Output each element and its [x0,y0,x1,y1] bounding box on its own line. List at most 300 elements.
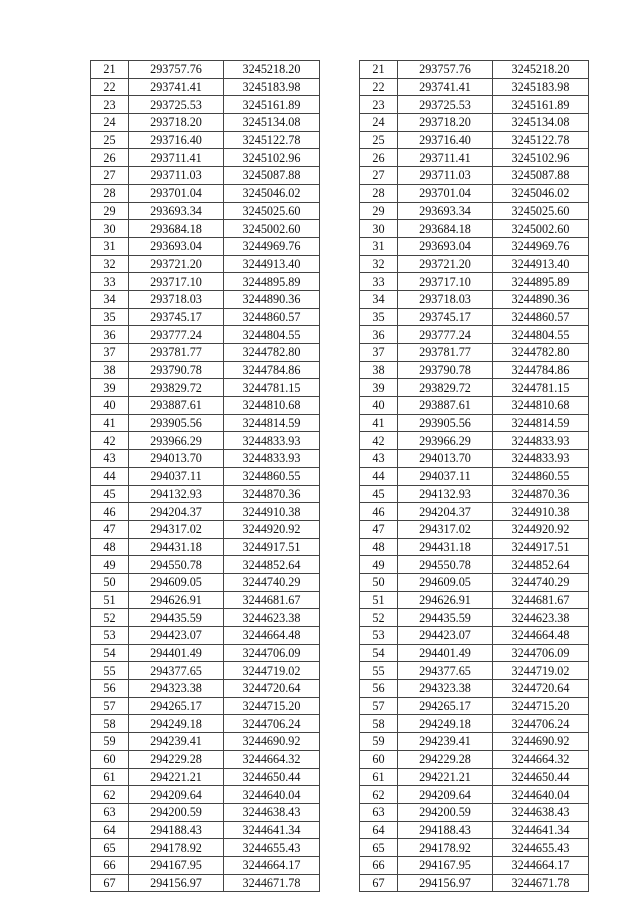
x-coordinate-cell: 294323.38 [398,680,493,698]
x-coordinate-cell: 294132.93 [398,485,493,503]
table-row [360,839,589,857]
x-coordinate-cell: 293718.03 [398,290,493,308]
point-number-cell: 34 [91,290,129,308]
table-row [360,715,589,733]
y-coordinate-cell: 3245087.88 [224,167,320,185]
table-row [91,627,320,645]
x-coordinate-cell: 293721.20 [129,255,224,273]
point-number-cell: 49 [91,556,129,574]
y-coordinate-cell: 3244870.36 [224,485,320,503]
point-number-cell: 34 [360,290,398,308]
table-row [91,768,320,786]
y-coordinate-cell: 3245218.20 [224,61,320,79]
y-coordinate-cell: 3244664.17 [224,856,320,874]
x-coordinate-cell: 293745.17 [398,308,493,326]
y-coordinate-cell: 3244740.29 [224,573,320,591]
point-number-cell: 37 [91,344,129,362]
point-number-cell: 56 [91,680,129,698]
table-row [91,114,320,132]
x-coordinate-cell: 294609.05 [129,573,224,591]
x-coordinate-cell: 293829.72 [398,379,493,397]
x-coordinate-cell: 294265.17 [398,697,493,715]
x-coordinate-cell: 294221.21 [398,768,493,786]
y-coordinate-cell: 3245046.02 [224,184,320,202]
point-number-cell: 53 [91,627,129,645]
y-coordinate-cell: 3244715.20 [224,697,320,715]
y-coordinate-cell: 3244860.55 [224,467,320,485]
coordinate-table-left [90,60,320,892]
table-row [91,450,320,468]
table-row [360,750,589,768]
x-coordinate-cell: 294221.21 [129,768,224,786]
table-row [91,184,320,202]
x-coordinate-cell: 293693.34 [129,202,224,220]
table-row [91,273,320,291]
table-row [91,255,320,273]
point-number-cell: 64 [91,821,129,839]
point-number-cell: 67 [360,874,398,892]
x-coordinate-cell: 294249.18 [129,715,224,733]
y-coordinate-cell: 3245134.08 [493,114,589,132]
point-number-cell: 27 [360,167,398,185]
point-number-cell: 41 [360,414,398,432]
y-coordinate-cell: 3244910.38 [493,503,589,521]
table-row [91,379,320,397]
point-number-cell: 28 [91,184,129,202]
table-row [360,308,589,326]
table-row [360,361,589,379]
point-number-cell: 48 [91,538,129,556]
point-number-cell: 63 [91,803,129,821]
table-row [360,326,589,344]
x-coordinate-cell: 294265.17 [129,697,224,715]
point-number-cell: 29 [91,202,129,220]
y-coordinate-cell: 3244638.43 [493,803,589,821]
point-number-cell: 62 [91,786,129,804]
point-number-cell: 30 [360,220,398,238]
point-number-cell: 40 [360,397,398,415]
y-coordinate-cell: 3244623.38 [224,609,320,627]
y-coordinate-cell: 3244810.68 [224,397,320,415]
y-coordinate-cell: 3244852.64 [493,556,589,574]
x-coordinate-cell: 294178.92 [398,839,493,857]
x-coordinate-cell: 293711.41 [129,149,224,167]
y-coordinate-cell: 3245218.20 [493,61,589,79]
y-coordinate-cell: 3245134.08 [224,114,320,132]
y-coordinate-cell: 3244913.40 [224,255,320,273]
point-number-cell: 45 [91,485,129,503]
y-coordinate-cell: 3245025.60 [493,202,589,220]
table-row [91,414,320,432]
x-coordinate-cell: 293711.03 [129,167,224,185]
point-number-cell: 65 [91,839,129,857]
point-number-cell: 42 [360,432,398,450]
x-coordinate-cell: 293684.18 [398,220,493,238]
coordinate-table-right [359,60,589,892]
y-coordinate-cell: 3245025.60 [224,202,320,220]
x-coordinate-cell: 293717.10 [129,273,224,291]
y-coordinate-cell: 3244641.34 [224,821,320,839]
x-coordinate-cell: 293741.41 [129,78,224,96]
table-row [360,538,589,556]
table-row [91,432,320,450]
point-number-cell: 60 [360,750,398,768]
point-number-cell: 25 [360,131,398,149]
x-coordinate-cell: 294401.49 [129,644,224,662]
x-coordinate-cell: 294431.18 [398,538,493,556]
x-coordinate-cell: 294401.49 [398,644,493,662]
x-coordinate-cell: 294626.91 [129,591,224,609]
point-number-cell: 57 [360,697,398,715]
table-row [360,167,589,185]
y-coordinate-cell: 3245161.89 [493,96,589,114]
table-row [91,733,320,751]
y-coordinate-cell: 3244664.48 [493,627,589,645]
table-row [360,379,589,397]
y-coordinate-cell: 3244664.17 [493,856,589,874]
point-number-cell: 43 [91,450,129,468]
y-coordinate-cell: 3244920.92 [224,520,320,538]
point-number-cell: 59 [91,733,129,751]
y-coordinate-cell: 3245161.89 [224,96,320,114]
y-coordinate-cell: 3244664.32 [224,750,320,768]
y-coordinate-cell: 3244719.02 [493,662,589,680]
y-coordinate-cell: 3244833.93 [224,450,320,468]
table-row [91,803,320,821]
x-coordinate-cell: 293781.77 [398,344,493,362]
point-number-cell: 53 [360,627,398,645]
x-coordinate-cell: 294178.92 [129,839,224,857]
table-row [91,573,320,591]
x-coordinate-cell: 293711.03 [398,167,493,185]
table-row [91,609,320,627]
y-coordinate-cell: 3244655.43 [493,839,589,857]
y-coordinate-cell: 3244720.64 [493,680,589,698]
table-row [360,450,589,468]
table-row [360,344,589,362]
point-number-cell: 33 [91,273,129,291]
y-coordinate-cell: 3245183.98 [224,78,320,96]
point-number-cell: 29 [360,202,398,220]
table-row [360,202,589,220]
point-number-cell: 35 [91,308,129,326]
x-coordinate-cell: 294156.97 [398,874,493,892]
y-coordinate-cell: 3244664.48 [224,627,320,645]
x-coordinate-cell: 293716.40 [129,131,224,149]
table-row [91,344,320,362]
table-row [360,149,589,167]
x-coordinate-cell: 293777.24 [129,326,224,344]
y-coordinate-cell: 3244784.86 [224,361,320,379]
y-coordinate-cell: 3244782.80 [493,344,589,362]
x-coordinate-cell: 293717.10 [398,273,493,291]
point-number-cell: 42 [91,432,129,450]
x-coordinate-cell: 294239.41 [398,733,493,751]
y-coordinate-cell: 3244833.93 [224,432,320,450]
x-coordinate-cell: 293781.77 [129,344,224,362]
x-coordinate-cell: 293711.41 [398,149,493,167]
y-coordinate-cell: 3244641.34 [493,821,589,839]
table-row [91,131,320,149]
point-number-cell: 55 [91,662,129,680]
point-number-cell: 36 [91,326,129,344]
table-row [360,237,589,255]
y-coordinate-cell: 3244655.43 [224,839,320,857]
x-coordinate-cell: 294188.43 [129,821,224,839]
y-coordinate-cell: 3244640.04 [224,786,320,804]
point-number-cell: 64 [360,821,398,839]
table-row [360,114,589,132]
point-number-cell: 22 [360,78,398,96]
point-number-cell: 54 [91,644,129,662]
y-coordinate-cell: 3244910.38 [224,503,320,521]
x-coordinate-cell: 294167.95 [129,856,224,874]
y-coordinate-cell: 3244969.76 [493,237,589,255]
y-coordinate-cell: 3244720.64 [224,680,320,698]
table-row [91,786,320,804]
point-number-cell: 21 [360,61,398,79]
x-coordinate-cell: 294204.37 [398,503,493,521]
table-row [91,397,320,415]
table-row [360,78,589,96]
point-number-cell: 59 [360,733,398,751]
x-coordinate-cell: 294377.65 [129,662,224,680]
table-row [91,750,320,768]
x-coordinate-cell: 294200.59 [398,803,493,821]
y-coordinate-cell: 3244781.15 [493,379,589,397]
point-number-cell: 25 [91,131,129,149]
table-row [91,96,320,114]
x-coordinate-cell: 294037.11 [129,467,224,485]
x-coordinate-cell: 293829.72 [129,379,224,397]
point-number-cell: 45 [360,485,398,503]
point-number-cell: 24 [91,114,129,132]
x-coordinate-cell: 293790.78 [129,361,224,379]
x-coordinate-cell: 294209.64 [398,786,493,804]
y-coordinate-cell: 3244782.80 [224,344,320,362]
point-number-cell: 46 [91,503,129,521]
point-number-cell: 44 [91,467,129,485]
y-coordinate-cell: 3244810.68 [493,397,589,415]
table-row [91,290,320,308]
point-number-cell: 37 [360,344,398,362]
y-coordinate-cell: 3244671.78 [224,874,320,892]
point-number-cell: 48 [360,538,398,556]
table-row [360,467,589,485]
y-coordinate-cell: 3244719.02 [224,662,320,680]
y-coordinate-cell: 3245046.02 [493,184,589,202]
point-number-cell: 21 [91,61,129,79]
table-row [360,503,589,521]
table-row [91,644,320,662]
point-number-cell: 66 [91,856,129,874]
point-number-cell: 67 [91,874,129,892]
y-coordinate-cell: 3244804.55 [224,326,320,344]
point-number-cell: 35 [360,308,398,326]
y-coordinate-cell: 3245002.60 [493,220,589,238]
point-number-cell: 40 [91,397,129,415]
table-row [360,609,589,627]
table-row [360,803,589,821]
table-row [360,874,589,892]
point-number-cell: 27 [91,167,129,185]
table-row [91,680,320,698]
point-number-cell: 61 [360,768,398,786]
y-coordinate-cell: 3244681.67 [493,591,589,609]
point-number-cell: 65 [360,839,398,857]
x-coordinate-cell: 293966.29 [398,432,493,450]
x-coordinate-cell: 293905.56 [398,414,493,432]
y-coordinate-cell: 3244917.51 [493,538,589,556]
table-row [91,308,320,326]
x-coordinate-cell: 294229.28 [129,750,224,768]
table-row [91,538,320,556]
x-coordinate-cell: 294323.38 [129,680,224,698]
x-coordinate-cell: 294132.93 [129,485,224,503]
x-coordinate-cell: 294167.95 [398,856,493,874]
x-coordinate-cell: 294249.18 [398,715,493,733]
table-row [360,290,589,308]
point-number-cell: 47 [360,520,398,538]
table-row [360,786,589,804]
x-coordinate-cell: 293741.41 [398,78,493,96]
x-coordinate-cell: 294239.41 [129,733,224,751]
x-coordinate-cell: 294626.91 [398,591,493,609]
y-coordinate-cell: 3244706.09 [224,644,320,662]
y-coordinate-cell: 3244890.36 [224,290,320,308]
point-number-cell: 56 [360,680,398,698]
x-coordinate-cell: 293684.18 [129,220,224,238]
point-number-cell: 31 [360,237,398,255]
point-number-cell: 38 [91,361,129,379]
table-row [91,715,320,733]
table-row [91,78,320,96]
x-coordinate-cell: 294609.05 [398,573,493,591]
x-coordinate-cell: 293745.17 [129,308,224,326]
table-row [360,573,589,591]
x-coordinate-cell: 294209.64 [129,786,224,804]
point-number-cell: 39 [360,379,398,397]
table-row [91,220,320,238]
x-coordinate-cell: 294377.65 [398,662,493,680]
y-coordinate-cell: 3245122.78 [224,131,320,149]
y-coordinate-cell: 3244681.67 [224,591,320,609]
point-number-cell: 32 [360,255,398,273]
point-number-cell: 52 [91,609,129,627]
point-number-cell: 32 [91,255,129,273]
point-number-cell: 43 [360,450,398,468]
x-coordinate-cell: 293718.20 [129,114,224,132]
table-row [91,467,320,485]
y-coordinate-cell: 3244690.92 [224,733,320,751]
table-row [91,149,320,167]
x-coordinate-cell: 294204.37 [129,503,224,521]
table-row [360,220,589,238]
table-row [360,520,589,538]
point-number-cell: 66 [360,856,398,874]
x-coordinate-cell: 293701.04 [398,184,493,202]
y-coordinate-cell: 3244895.89 [224,273,320,291]
x-coordinate-cell: 293790.78 [398,361,493,379]
x-coordinate-cell: 293757.76 [398,61,493,79]
point-number-cell: 51 [91,591,129,609]
x-coordinate-cell: 294431.18 [129,538,224,556]
table-row [91,503,320,521]
point-number-cell: 22 [91,78,129,96]
y-coordinate-cell: 3244833.93 [493,432,589,450]
y-coordinate-cell: 3244920.92 [493,520,589,538]
table-row [360,697,589,715]
point-number-cell: 44 [360,467,398,485]
y-coordinate-cell: 3245122.78 [493,131,589,149]
y-coordinate-cell: 3244870.36 [493,485,589,503]
x-coordinate-cell: 294317.02 [129,520,224,538]
point-number-cell: 52 [360,609,398,627]
y-coordinate-cell: 3244890.36 [493,290,589,308]
point-number-cell: 63 [360,803,398,821]
y-coordinate-cell: 3244781.15 [224,379,320,397]
y-coordinate-cell: 3244913.40 [493,255,589,273]
x-coordinate-cell: 294013.70 [129,450,224,468]
table-row [360,733,589,751]
x-coordinate-cell: 293725.53 [129,96,224,114]
y-coordinate-cell: 3244917.51 [224,538,320,556]
table-row [91,520,320,538]
table-row [360,397,589,415]
point-number-cell: 26 [91,149,129,167]
x-coordinate-cell: 293701.04 [129,184,224,202]
y-coordinate-cell: 3244664.32 [493,750,589,768]
x-coordinate-cell: 293777.24 [398,326,493,344]
point-number-cell: 39 [91,379,129,397]
y-coordinate-cell: 3245102.96 [493,149,589,167]
point-number-cell: 31 [91,237,129,255]
point-number-cell: 36 [360,326,398,344]
x-coordinate-cell: 294229.28 [398,750,493,768]
table-row [91,839,320,857]
x-coordinate-cell: 293718.03 [129,290,224,308]
point-number-cell: 50 [360,573,398,591]
table-row [360,644,589,662]
x-coordinate-cell: 293693.34 [398,202,493,220]
x-coordinate-cell: 294156.97 [129,874,224,892]
table-row [91,556,320,574]
table-row [360,768,589,786]
point-number-cell: 51 [360,591,398,609]
y-coordinate-cell: 3244650.44 [224,768,320,786]
point-number-cell: 28 [360,184,398,202]
y-coordinate-cell: 3244650.44 [493,768,589,786]
x-coordinate-cell: 293716.40 [398,131,493,149]
table-row [91,237,320,255]
table-row [360,556,589,574]
y-coordinate-cell: 3245102.96 [224,149,320,167]
table-row [91,61,320,79]
y-coordinate-cell: 3244623.38 [493,609,589,627]
x-coordinate-cell: 293693.04 [129,237,224,255]
point-number-cell: 58 [360,715,398,733]
y-coordinate-cell: 3244895.89 [493,273,589,291]
table-row [360,680,589,698]
table-row [360,184,589,202]
x-coordinate-cell: 293718.20 [398,114,493,132]
x-coordinate-cell: 293757.76 [129,61,224,79]
x-coordinate-cell: 294550.78 [398,556,493,574]
table-row [360,414,589,432]
y-coordinate-cell: 3244640.04 [493,786,589,804]
table-row [91,697,320,715]
point-number-cell: 30 [91,220,129,238]
